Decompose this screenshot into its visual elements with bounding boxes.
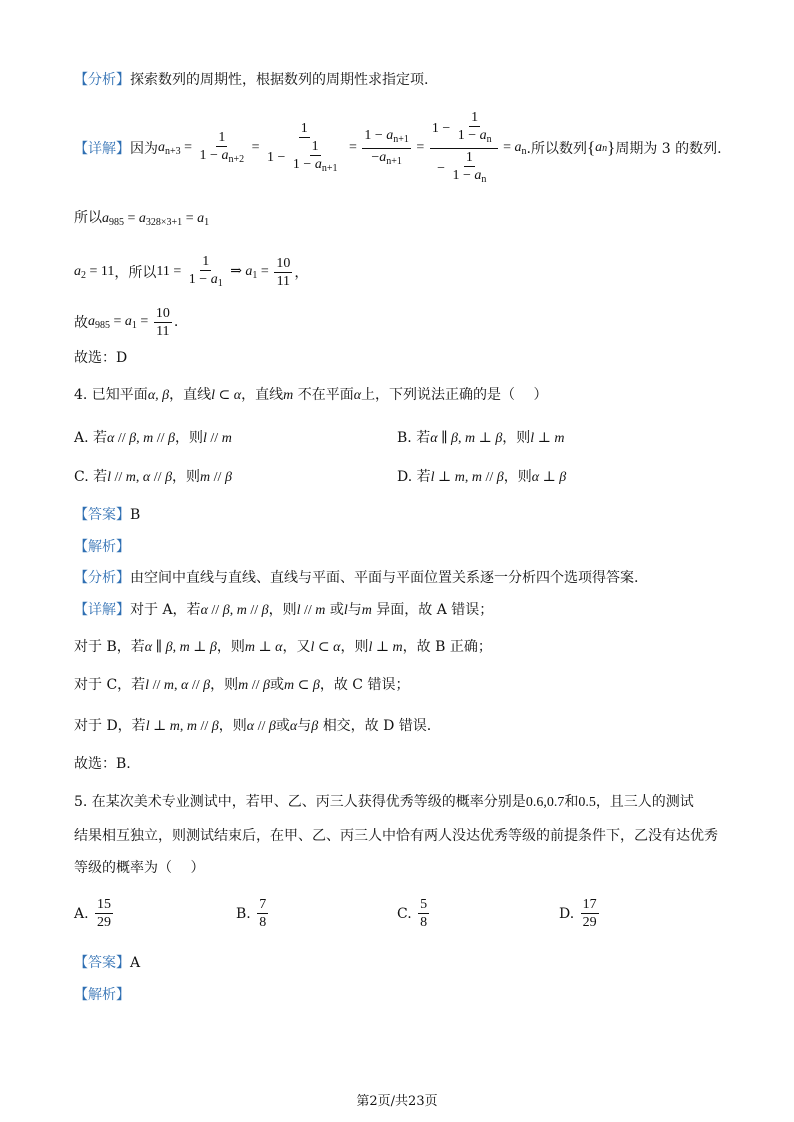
q4-stem-3: ，直线 bbox=[241, 387, 284, 403]
q5-jiexi bbox=[74, 985, 130, 1005]
analysis-q3 bbox=[74, 70, 428, 90]
final-prefix: 故 bbox=[74, 315, 88, 331]
q4-opt-b-then: ，则 bbox=[502, 430, 531, 446]
q4-option-a: A. 若α // β, m // β，则l // m bbox=[74, 430, 232, 446]
q4-opt-a-then: ，则 bbox=[175, 430, 204, 446]
q4-jiexi-tag: 【解析】 bbox=[74, 539, 130, 555]
q5-option-c bbox=[397, 896, 431, 931]
q4-stem-4: 不在平面 bbox=[297, 387, 354, 403]
q4-det-d-3: 或 bbox=[275, 718, 290, 734]
final-dot: . bbox=[173, 314, 179, 330]
q5-opt-a-den: 29 bbox=[97, 915, 112, 930]
line-final: 故 $a_{985}$ = $a_1$ = $\frac{10}{11}$ . bbox=[74, 305, 179, 339]
q4-stem-2: ，直线 bbox=[169, 387, 212, 403]
q5-p2: 0.5 bbox=[578, 795, 596, 810]
q4-det-c-1: 对于 C，若 bbox=[74, 677, 146, 693]
q4-analysis-text: 由空间中直线与直线、直线与平面、平面与平面位置关系逐一分析四个选项得答案. bbox=[130, 570, 639, 586]
q5-option-a bbox=[74, 896, 115, 931]
q4-opt-c-then: ，则 bbox=[172, 469, 201, 485]
q5-p1: 0.6,0.7 bbox=[525, 795, 565, 810]
q4-det-a-1: 对于 A，若 bbox=[130, 602, 201, 618]
q5-opt-c-label: C. bbox=[397, 905, 412, 922]
a985-prefix: 所以 bbox=[74, 210, 102, 226]
q4-answer-value: B bbox=[130, 507, 141, 523]
q4-det-b-2: ，则 bbox=[216, 639, 245, 655]
a2-comma: ， bbox=[294, 265, 309, 281]
q4-det-d-4: 与 bbox=[297, 718, 312, 734]
q5-opt-c-den: 8 bbox=[420, 915, 428, 930]
q4-det-d-5: 相交，故 D 错误. bbox=[322, 718, 432, 734]
q4-det-c-4: ，故 C 错误； bbox=[319, 677, 410, 693]
q5-answer-tag: 【答案】 bbox=[74, 955, 130, 971]
choice-q3: 故选：D bbox=[74, 350, 128, 366]
q4-opt-b-label: B. 若 bbox=[397, 430, 431, 446]
detail-q3-formula: 【详解】 因为 $a_{n+3}$ = $\frac{1}{1 - a_{n+2}}$ = 1 1 − $\frac{1}{1 - a_{n+1}}$ = $\frac{1 - a_{n+1}}{-a_{n+1}}$ = 1 − $\frac{1}{1 - a_n}$ − $\frac{1}{1 - a_n}$ = $a_n$ .所以数列 { a n } 周期为 3 的数列. bbox=[74, 109, 722, 185]
q5-opt-b-label: B. bbox=[236, 905, 251, 922]
q4-option-d: D. 若l ⊥ m, m // β，则α ⊥ β bbox=[397, 469, 567, 485]
detail-intro: 因为 bbox=[130, 141, 158, 157]
q5-jiexi-tag: 【解析】 bbox=[74, 987, 130, 1003]
q5-and: 和 bbox=[564, 794, 579, 810]
q4-det-c-3: 或 bbox=[269, 677, 284, 693]
q4-det-a-3: 或 bbox=[329, 602, 344, 618]
q4-jiexi bbox=[74, 537, 130, 557]
q4-stem-1: 4. 已知平面 bbox=[74, 387, 148, 403]
q5-opt-b-den: 8 bbox=[259, 915, 267, 930]
q4-det-b-3: ，又 bbox=[282, 639, 311, 655]
q4-choice: 故选：B. bbox=[74, 756, 131, 772]
q5-line1-b: ，且三人的测试 bbox=[595, 794, 694, 810]
q4-det-d-1: 对于 D，若 bbox=[74, 718, 146, 734]
q4-det-b-4: ，则 bbox=[340, 639, 369, 655]
seq-subscript: n bbox=[602, 142, 608, 154]
q5-opt-d-label: D. bbox=[559, 905, 575, 922]
q4-stem-5: 上，下列说法正确的是（ ） bbox=[361, 387, 548, 403]
q4-det-b-1: 对于 B，若 bbox=[74, 639, 145, 655]
a2-so: ，所以 bbox=[114, 265, 157, 281]
q4-detail-b: 对于 B，若α ∥ β, m ⊥ β，则m ⊥ α，又l ⊂ α，则l ⊥ m，故 B 正确； bbox=[74, 639, 492, 655]
period-text: 周期为 3 的数列. bbox=[615, 141, 722, 157]
detail-tail: .所以数列 bbox=[526, 141, 587, 157]
q5-opt-c-num: 5 bbox=[420, 897, 428, 912]
q4-analysis bbox=[74, 568, 638, 588]
line-a985: 所以$a_{985} = a_{328\times 3+1} = a_1$ bbox=[74, 210, 210, 228]
q4-detail-c: 对于 C，若l // m, α // β，则m // β或m ⊂ β，故 C 错误； bbox=[74, 677, 410, 693]
q4-answer-tag: 【答案】 bbox=[74, 507, 130, 523]
q5-opt-d-den: 29 bbox=[582, 915, 597, 930]
q5-line-1 bbox=[74, 792, 694, 813]
q5-opt-d-num: 17 bbox=[582, 897, 597, 912]
q4-opt-c-label: C. 若 bbox=[74, 469, 108, 485]
q4-detail-a: 【详解】对于 A，若α // β, m // β，则l // m 或l与m 异面，故 A 错误； bbox=[74, 602, 494, 618]
page-footer: 第2页/共23页 bbox=[356, 1094, 438, 1109]
q4-stem: 4. 已知平面α, β，直线l ⊂ α，直线m 不在平面α上，下列说法正确的是（ ） bbox=[74, 387, 548, 403]
analysis-tag: 【分析】 bbox=[74, 72, 130, 88]
q5-line1-a: 5. 在某次美术专业测试中，若甲、乙、丙三人获得优秀等级的概率分别是 bbox=[74, 794, 526, 810]
detail-tag: 【详解】 bbox=[74, 141, 130, 157]
q4-option-c: C. 若l // m, α // β，则m // β bbox=[74, 469, 232, 485]
q5-opt-a-label: A. bbox=[74, 905, 89, 922]
q4-det-a-2: ，则 bbox=[268, 602, 297, 618]
seq-symbol: a bbox=[595, 140, 603, 155]
q5-line-3: 等级的概率为（ ） bbox=[74, 860, 205, 876]
q4-detail-d: 对于 D，若l ⊥ m, m // β，则α // β或α与β 相交，故 D 错误. bbox=[74, 718, 432, 734]
q4-option-b: B. 若α ∥ β, m ⊥ β，则l ⊥ m bbox=[397, 430, 565, 446]
analysis-text: 探索数列的周期性，根据数列的周期性求指定项. bbox=[130, 72, 429, 88]
q4-det-d-2: ，则 bbox=[218, 718, 247, 734]
q4-det-a-5: 异面，故 A 错误； bbox=[376, 602, 494, 618]
q4-det-b-5: ，故 B 正确； bbox=[402, 639, 492, 655]
q4-opt-a-label: A. 若 bbox=[74, 430, 108, 446]
q5-option-d bbox=[559, 896, 601, 931]
line-a2: $a_2$ = 11 ，所以 11 = $\frac{1}{1 - a_1}$ ⇒ $a_1$ = $\frac{10}{11}$ ， bbox=[74, 253, 309, 289]
q4-det-c-2: ，则 bbox=[210, 677, 239, 693]
q5-option-b bbox=[236, 896, 270, 931]
q4-analysis-tag: 【分析】 bbox=[74, 570, 130, 586]
q5-opt-a-num: 15 bbox=[97, 897, 112, 912]
q4-answer bbox=[74, 505, 140, 525]
q5-answer-value: A bbox=[130, 955, 141, 971]
q5-line-2: 结果相互独立，则测试结束后，在甲、乙、丙三人中恰有两人没达优秀等级的前提条件下，乙没有达优秀 bbox=[74, 828, 718, 844]
q4-opt-d-then: ，则 bbox=[503, 469, 532, 485]
q5-answer bbox=[74, 953, 140, 973]
q4-opt-d-label: D. 若 bbox=[397, 469, 431, 485]
q4-det-a-4: 与 bbox=[347, 602, 362, 618]
q5-opt-b-num: 7 bbox=[259, 897, 267, 912]
q4-detail-tag: 【详解】 bbox=[74, 602, 130, 618]
